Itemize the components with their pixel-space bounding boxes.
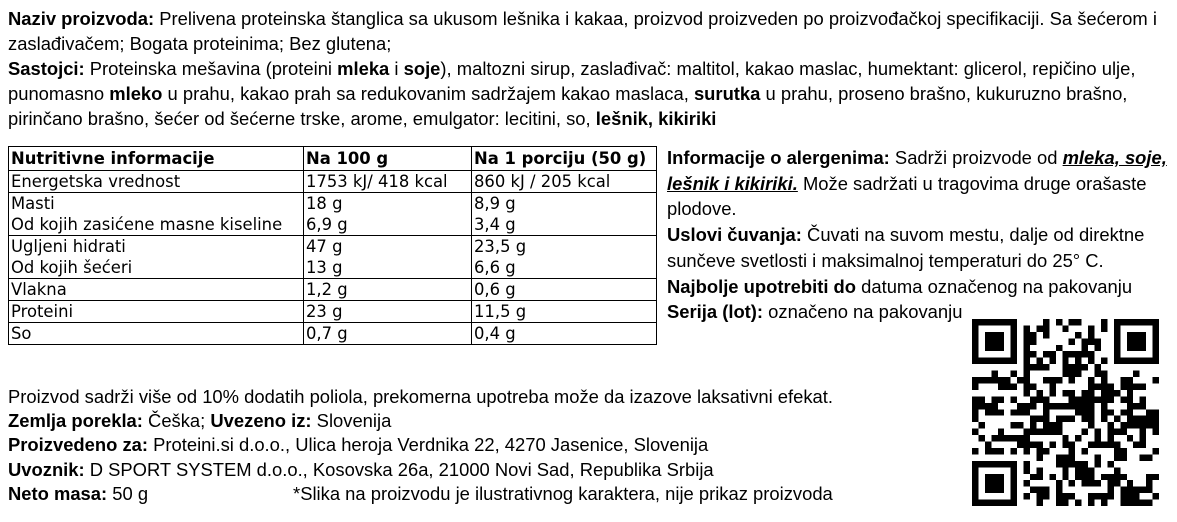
best-before-value: datuma označenog na pakovanju <box>856 275 1133 297</box>
storage-label: Uslovi čuvanja: <box>667 224 802 246</box>
importer-value: D SPORT SYSTEM d.o.o., Kosovska 26a, 21000 Novi Sad, Republika Srbija <box>84 458 714 480</box>
ingredients-text: Proteinska mešavina (proteini <box>84 58 338 79</box>
ingredients <box>8 56 1170 131</box>
producer-label: Proizvedeno za: <box>8 434 149 456</box>
nutrient-per100: 13 g <box>306 258 343 277</box>
nutrient-name: Od kojih šećeri <box>11 258 133 277</box>
nutrition-table <box>8 146 657 345</box>
header-text <box>8 6 1170 131</box>
product-name-label: Naziv proizvoda: <box>8 8 155 29</box>
allergen-bold: lešnik, kikiriki <box>595 108 717 129</box>
importer-info <box>8 458 968 482</box>
info-column <box>667 145 1177 325</box>
allergen-info <box>667 145 1177 222</box>
nutrient-per100: 47 g <box>306 237 343 256</box>
nutrient-portion: 11,5 g <box>474 302 527 321</box>
nutrient-name: Ugljeni hidrati <box>11 237 126 256</box>
allergen-bold: mleko <box>109 83 163 104</box>
allergen-bold: surutka <box>693 83 761 104</box>
product-name-value: Prelivena proteinska štanglica sa ukusom lešnika i kakaa, proizvod proizveden po proizvođačkoj specifikaciji. Sa šećerom i zaslađivačem; Bogata proteinima; Bez glutena; <box>8 8 1157 54</box>
best-before-label: Najbolje upotrebiti do <box>667 275 857 297</box>
nutrition-row <box>9 301 657 323</box>
product-name <box>8 6 1170 56</box>
net-weight-info <box>8 482 968 506</box>
allergen-highlight: mleka, soje, lešnik i kikiriki. <box>667 147 1167 194</box>
nutrient-portion: 8,9 g <box>474 194 516 213</box>
nutrition-row <box>9 323 657 345</box>
nutrition-header: Nutritivne informacije <box>9 147 304 171</box>
net-weight-label: Neto masa: <box>8 482 108 504</box>
nutrient-name: Masti <box>11 194 55 213</box>
ingredients-text: ), maltozni sirup, zaslađivač: maltitol, kakao maslac, humektant: glicerol, repičino ulje, punomasno <box>8 58 1136 104</box>
qr-code-icon <box>971 319 1160 506</box>
nutrient-name: Proteini <box>11 302 74 321</box>
lot-label: Serija (lot): <box>667 301 764 323</box>
nutrition-row <box>9 193 657 236</box>
nutrient-name: Od kojih zasićene masne kiseline <box>11 215 283 234</box>
nutrition-header: Na 100 g <box>304 147 472 171</box>
origin-label: Zemlja porekla: <box>8 410 143 432</box>
producer-info <box>8 433 968 457</box>
nutrient-portion: 0,4 g <box>474 324 516 343</box>
nutrition-row <box>9 236 657 279</box>
import-value: Slovenija <box>311 410 392 432</box>
nutrient-per100: 18 g <box>306 194 343 213</box>
nutrition-row <box>9 171 657 193</box>
nutrient-portion: 860 kJ / 205 kcal <box>474 172 611 191</box>
polyols-note: Proizvod sadrži više od 10% dodatih poliola, prekomerna upotreba može da izazove laksativni efekat. <box>8 386 833 407</box>
ingredients-label: Sastojci: <box>8 58 85 79</box>
illustration-note: *Slika na proizvodu je ilustrativnog karaktera, nije prikaz proizvoda <box>293 482 833 504</box>
allergen-label: Informacije o alergenima: <box>667 147 890 168</box>
net-weight-value: 50 g <box>107 482 149 504</box>
best-before-info <box>667 274 1177 300</box>
nutrition-header: Na 1 porciju (50 g) <box>472 147 657 171</box>
ingredients-text: i <box>389 58 404 79</box>
nutrition-header-row <box>9 147 657 171</box>
nutrient-per100: 1753 kJ/ 418 kcal <box>306 172 448 191</box>
nutrient-per100: 23 g <box>306 302 343 321</box>
nutrient-per100: 1,2 g <box>306 280 348 299</box>
allergen-bold: mleka <box>337 58 390 79</box>
origin-info <box>8 409 968 433</box>
allergen-text: Može sadržati u tragovima druge orašaste plodove. <box>667 172 1147 220</box>
import-label: Uvezeno iz: <box>210 410 312 432</box>
storage-value: Čuvati na suvom mestu, dalje od direktne sunčeve svetlosti i maksimalnoj temperaturi do 25° C. <box>667 224 1145 271</box>
producer-value: Proteini.si d.o.o., Ulica heroja Verdnika 22, 4270 Jasenice, Slovenija <box>148 434 709 456</box>
nutrient-per100: 6,9 g <box>306 215 348 234</box>
nutrient-portion: 23,5 g <box>474 237 527 256</box>
nutrient-portion: 6,6 g <box>474 258 516 277</box>
importer-label: Uvoznik: <box>8 458 85 480</box>
nutrition-row <box>9 279 657 301</box>
nutrient-per100: 0,7 g <box>306 324 348 343</box>
nutrient-name: Energetska vrednost <box>11 172 181 191</box>
ingredients-text: u prahu, proseno brašno, kukuruzno brašno, pirinčano brašno, šećer od šećerne trske, arome, emulgator: lecitini, so, <box>8 83 1128 129</box>
lot-value: označeno na pakovanju <box>763 301 963 323</box>
nutrient-portion: 3,4 g <box>474 215 516 234</box>
nutrient-portion: 0,6 g <box>474 280 516 299</box>
nutrient-name: Vlakna <box>11 280 67 299</box>
nutrient-name: So <box>11 324 32 343</box>
ingredients-text: u prahu, kakao prah sa redukovanim sadržajem kakao maslaca, <box>162 83 694 104</box>
origin-value: Češka; <box>142 410 211 432</box>
allergen-bold: soje <box>403 58 441 79</box>
allergen-text: Sadrži proizvode od <box>889 147 1063 168</box>
storage-info <box>667 222 1177 273</box>
footer-text <box>8 385 968 506</box>
